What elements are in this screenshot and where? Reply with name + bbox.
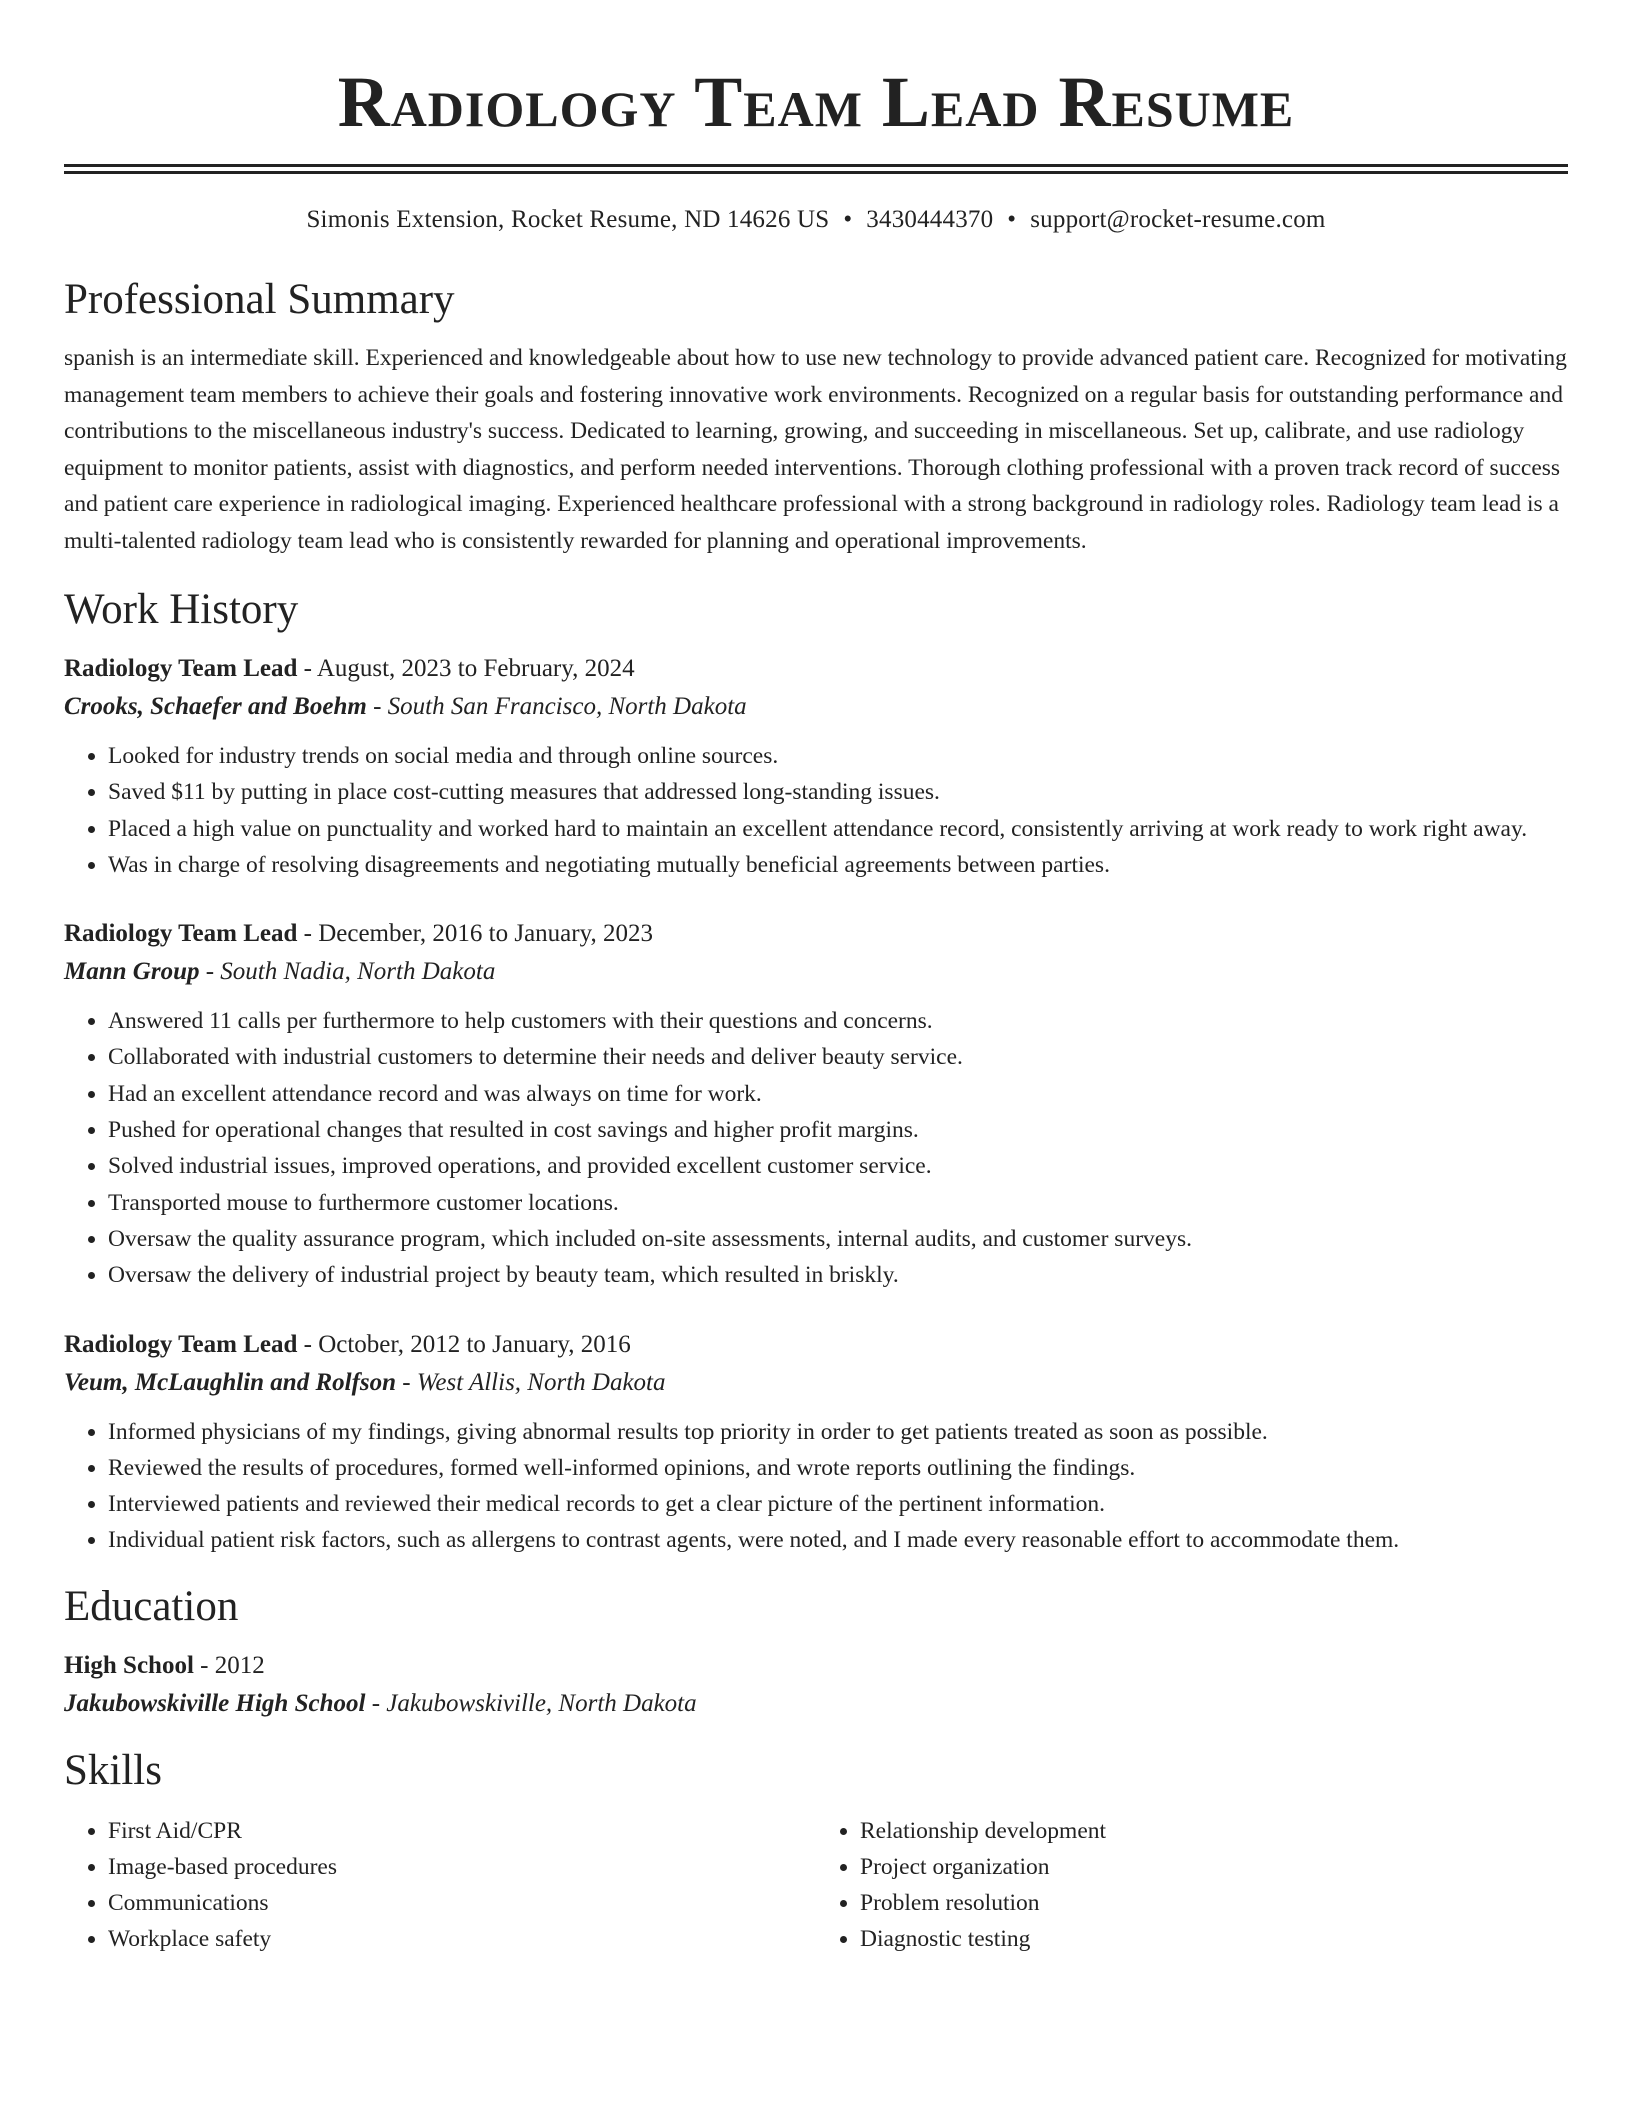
- summary-text: spanish is an intermediate skill. Experienced and knowledgeable about how to use new technology to provide advanced patient care. Recognized for motivating management team members to achieve their goals and fostering innovative work environments. Recognized on a regular basis for outstanding performance and contributions to the miscellaneous industry's success. Dedicated to learning, growing, and succeeding in miscellaneous. Set up, calibrate, and use radiology equipment to monitor patients, assist with diagnostics, and perform needed interventions. Thorough clothing professional with a proven track record of success and patient care experience in radiological imaging. Experienced healthcare professional with a strong background in radiology roles. Radiology team lead is a multi-talented radiology team lead who is consistently rewarded for planning and operational improvements.: [64, 345, 1567, 554]
- summary-heading: Professional Summary: [64, 276, 455, 323]
- job-bullet: • Oversaw the delivery of industrial project by beauty team, which resulted in briskly.: [108, 1257, 1568, 1293]
- job-bullet: • Placed a high value on punctuality and worked hard to maintain an excellent attendance record, consistently arriving at work ready to work right away.: [108, 811, 1568, 847]
- job-title: Radiology Team Lead: [64, 655, 298, 682]
- job-employer: [64, 953, 1568, 991]
- education-degree: High School: [64, 1651, 194, 1679]
- contact-address: Simonis Extension, Rocket Resume, ND 14626 US: [306, 206, 830, 233]
- job-bullet: • Interviewed patients and reviewed their medical records to get a clear picture of the pertinent information.: [108, 1486, 1568, 1522]
- job-bullet: • Looked for industry trends on social media and through online sources.: [108, 738, 1568, 774]
- job-bullet: • Collaborated with industrial customers to determine their needs and deliver beauty service.: [108, 1039, 1568, 1075]
- summary-section: [64, 274, 1568, 559]
- skill-item: • Image-based procedures: [108, 1849, 816, 1885]
- job-bullet: • Solved industrial issues, improved operations, and provided excellent customer service.: [108, 1148, 1568, 1184]
- job-bullet: • Transported mouse to furthermore customer locations.: [108, 1185, 1568, 1221]
- skills-columns: [64, 1805, 1568, 1957]
- resume-page: [64, 0, 1568, 1957]
- job-header: [64, 650, 1568, 688]
- job-dates: - August, 2023 to February, 2024: [297, 655, 635, 682]
- education-entry: [64, 1647, 1568, 1723]
- skill-item: • Workplace safety: [108, 1921, 816, 1957]
- skill-item: • Project organization: [860, 1849, 1568, 1885]
- job-bullets: [64, 1414, 1568, 1559]
- job-bullet: • Pushed for operational changes that resulted in cost savings and higher profit margins.: [108, 1112, 1568, 1148]
- job-employer: [64, 1364, 1568, 1402]
- skill-item: • Problem resolution: [860, 1885, 1568, 1921]
- skills-left-list: [64, 1813, 816, 1957]
- contact-separator: •: [1007, 206, 1017, 233]
- contact-line: [64, 204, 1568, 236]
- job-bullets: [64, 1003, 1568, 1293]
- job-dates: - December, 2016 to January, 2023: [297, 920, 653, 948]
- education-year: - 2012: [193, 1651, 265, 1679]
- education-header: [64, 1647, 1568, 1685]
- job-company: Mann Group: [64, 958, 200, 986]
- job-bullet: • Reviewed the results of procedures, formed well-informed opinions, and wrote reports outlining the findings.: [108, 1450, 1568, 1486]
- job-header: [64, 915, 1568, 953]
- contact-phone: 3430444370: [866, 206, 994, 233]
- job-title: Radiology Team Lead: [64, 920, 298, 948]
- job-dates: - October, 2012 to January, 2016: [297, 1330, 631, 1358]
- contact-separator: •: [843, 206, 853, 233]
- job-location: - West Allis, North Dakota: [396, 1368, 666, 1396]
- job-company: Crooks, Schaefer and Boehm: [64, 693, 367, 720]
- job-bullet: • Oversaw the quality assurance program, which included on-site assessments, internal audits, and customer surveys.: [108, 1221, 1568, 1257]
- education-section: [64, 1581, 1568, 1723]
- work-history-section: [64, 584, 1568, 1559]
- job-company: Veum, McLaughlin and Rolfson: [64, 1368, 397, 1396]
- job-location: - South Nadia, North Dakota: [199, 958, 496, 986]
- job-title: Radiology Team Lead: [64, 1330, 298, 1358]
- skill-item: • Relationship development: [860, 1813, 1568, 1849]
- job-bullet: • Saved $11 by putting in place cost-cutting measures that addressed long-standing issues.: [108, 774, 1568, 810]
- resume-title: Radiology Team Lead Resume: [337, 62, 1295, 142]
- job-bullet: • Informed physicians of my findings, giving abnormal results top priority in order to get patients treated as soon as possible.: [108, 1414, 1568, 1450]
- job-bullet: • Had an excellent attendance record and was always on time for work.: [108, 1076, 1568, 1112]
- title-divider: [64, 164, 1568, 174]
- education-school-line: [64, 1685, 1568, 1723]
- job-bullet: • Was in charge of resolving disagreements and negotiating mutually beneficial agreements between parties.: [108, 847, 1568, 883]
- job-header: [64, 1326, 1568, 1364]
- job-bullets: [64, 738, 1568, 883]
- skill-item: • Diagnostic testing: [860, 1921, 1568, 1957]
- skill-item: • Communications: [108, 1885, 816, 1921]
- skill-item: • First Aid/CPR: [108, 1813, 816, 1849]
- education-school: Jakubowskiville High School: [64, 1689, 366, 1717]
- job-entry: [64, 915, 1568, 1293]
- job-entry: [64, 650, 1568, 883]
- job-location: - South San Francisco, North Dakota: [366, 693, 747, 720]
- education-location: - Jakubowskiville, North Dakota: [365, 1689, 697, 1717]
- job-bullet: • Answered 11 calls per furthermore to help customers with their questions and concerns.: [108, 1003, 1568, 1039]
- work-history-heading: Work History: [64, 586, 299, 633]
- job-bullet: • Individual patient risk factors, such as allergens to contrast agents, were noted, and I made every reasonable effort to accommodate them.: [108, 1522, 1568, 1558]
- skills-right-list: [816, 1813, 1568, 1957]
- education-heading: Education: [64, 1582, 239, 1630]
- skills-section: [64, 1745, 1568, 1957]
- job-employer: [64, 688, 1568, 726]
- job-entry: [64, 1326, 1568, 1559]
- skills-heading: Skills: [64, 1746, 162, 1794]
- contact-email: support@rocket-resume.com: [1030, 206, 1326, 233]
